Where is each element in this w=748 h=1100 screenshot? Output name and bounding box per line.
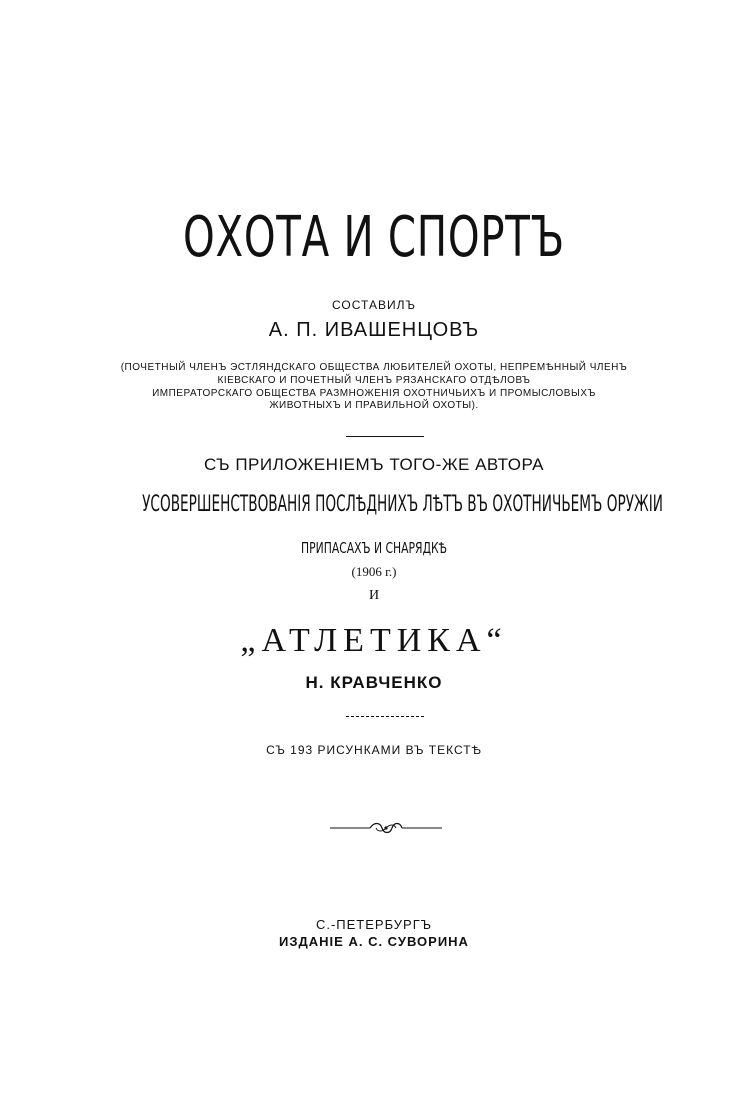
illustrations-line: СЪ 193 РИСУНКАМИ ВЪ ТЕКСТѢ <box>266 743 482 757</box>
divider-rule <box>346 436 424 437</box>
author-note-line: ЖИВОТНЫХЪ И ПРАВИЛЬНОЙ ОХОТЫ). <box>269 400 479 411</box>
publisher-line: ИЗДАНІЕ А. С. СУВОРИНА <box>279 934 469 949</box>
ornament-divider-icon <box>330 818 442 838</box>
author-note-line: (ПОЧЕТНЫЙ ЧЛЕНЪ ЭСТЛЯНДСКАГО ОБЩЕСТВА ЛЮБИТЕЛЕЙ ОХОТЫ, НЕПРЕМѢННЫЙ ЧЛЕНЪ <box>120 362 628 373</box>
improvements-line: УСОВЕРШЕНСТВОВАНІЯ ПОСЛѢДНИХЪ ЛѢТЪ ВЪ ОХОТНИЧЬЕМЪ ОРУЖІИ <box>142 492 663 517</box>
athletics-title: „АТЛЕТИКА“ <box>240 622 508 659</box>
appendix-line: СЪ ПРИЛОЖЕНІЕМЪ ТОГО-ЖЕ АВТОРА <box>203 455 545 474</box>
author-note-line: ИМПЕРАТОРСКАГО ОБЩЕСТВА РАЗМНОЖЕНІЯ ОХОТНИЧЬИХЪ И ПРОМЫСЛОВЫХЪ <box>152 388 596 399</box>
year-label: (1906 г.) <box>351 564 397 579</box>
conjunction-label: И <box>368 588 380 603</box>
book-title: ОХОТА И СПОРТЪ <box>183 205 565 270</box>
supplies-line: ПРИПАСАХЪ И СНАРЯДКѢ <box>301 539 447 557</box>
author-name: А. П. ИВАШЕНЦОВЪ <box>268 319 480 341</box>
dashed-divider-rule <box>346 716 424 717</box>
city-line: С.-ПЕТЕРБУРГЪ <box>315 917 433 932</box>
author-note-line: КІЕВСКАГО И ПОЧЕТНЫЙ ЧЛЕНЪ РЯЗАНСКАГО ОТДѢЛОВЪ <box>217 375 531 386</box>
compiled-by-label: СОСТАВИЛЪ <box>332 298 416 312</box>
second-author-name: Н. КРАВЧЕНКО <box>305 673 443 692</box>
